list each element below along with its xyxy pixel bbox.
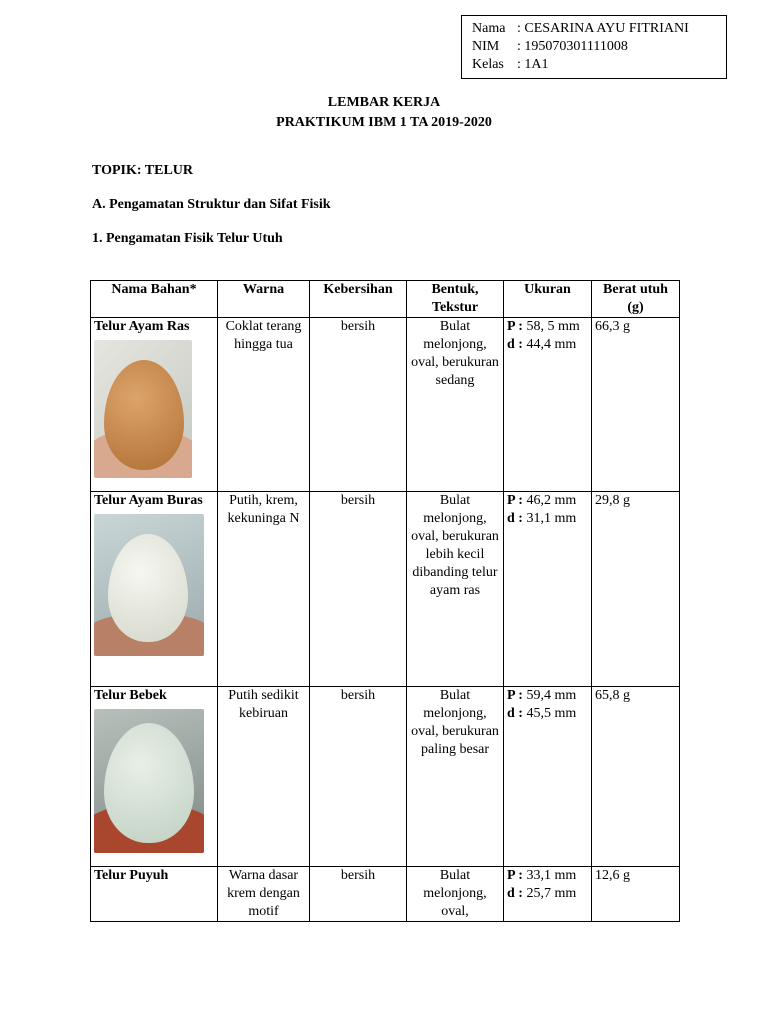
name-label: Nama	[472, 21, 506, 36]
cell-bentuk: Bulat melonjong, oval, berukuran sedang	[407, 318, 504, 492]
d-label: d :	[507, 511, 523, 526]
cell-nama	[91, 492, 218, 687]
d-label: d :	[507, 886, 523, 901]
egg-name: Telur Puyuh	[94, 868, 169, 883]
egg-photo	[94, 340, 192, 478]
p-value: 46,2 mm	[526, 493, 577, 508]
d-label: d :	[507, 706, 523, 721]
egg-name: Telur Bebek	[94, 688, 167, 703]
cell-kebersihan: bersih	[310, 867, 407, 922]
cell-nama	[91, 867, 218, 922]
cell-ukuran	[504, 318, 592, 492]
cell-nama	[91, 318, 218, 492]
header-nama-bahan: Nama Bahan*	[91, 281, 218, 318]
cell-warna: Warna dasar krem dengan motif	[218, 867, 310, 922]
cell-kebersihan: bersih	[310, 318, 407, 492]
table-row	[91, 687, 680, 867]
table-row	[91, 492, 680, 687]
document-subtitle: PRAKTIKUM IBM 1 TA 2019-2020	[276, 115, 492, 130]
ukuran-p	[507, 492, 588, 510]
table-row	[91, 318, 680, 492]
section-1-heading: 1. Pengamatan Fisik Telur Utuh	[92, 231, 283, 246]
observation-table	[90, 280, 680, 922]
cell-warna: Coklat terang hingga tua	[218, 318, 310, 492]
cell-ukuran	[504, 687, 592, 867]
p-label: P :	[507, 319, 523, 334]
ukuran-d	[507, 885, 588, 903]
nim-label: NIM	[472, 39, 500, 54]
cell-warna: Putih, krem, kekuninga N	[218, 492, 310, 687]
topic-heading: TOPIK: TELUR	[92, 163, 194, 178]
egg-name: Telur Ayam Ras	[94, 319, 190, 334]
d-label: d :	[507, 337, 523, 352]
table-row	[91, 867, 680, 922]
ukuran-d	[507, 510, 588, 528]
header-kebersihan: Kebersihan	[310, 281, 407, 318]
d-value: 25,7 mm	[526, 886, 577, 901]
cell-bentuk: Bulat melonjong, oval, berukuran paling besar	[407, 687, 504, 867]
name-row	[472, 20, 726, 38]
egg-name: Telur Ayam Buras	[94, 493, 203, 508]
p-value: 58, 5 mm	[526, 319, 580, 334]
ukuran-d	[507, 336, 588, 354]
d-value: 44,4 mm	[526, 337, 577, 352]
ukuran-p	[507, 318, 588, 336]
ukuran-p	[507, 867, 588, 885]
kelas-row	[472, 56, 726, 74]
header-ukuran: Ukuran	[504, 281, 592, 318]
ukuran-d	[507, 705, 588, 723]
cell-warna: Putih sedikit kebiruan	[218, 687, 310, 867]
document-title: LEMBAR KERJA	[327, 95, 441, 110]
p-label: P :	[507, 688, 523, 703]
p-label: P :	[507, 868, 523, 883]
header-berat: Berat utuh (g)	[592, 281, 680, 318]
cell-berat: 66,3 g	[592, 318, 680, 492]
egg-photo	[94, 514, 204, 656]
nim-value: : 195070301111008	[517, 39, 628, 54]
student-identity-box	[461, 15, 727, 79]
header-warna: Warna	[218, 281, 310, 318]
header-bentuk-tekstur: Bentuk, Tekstur	[407, 281, 504, 318]
table-header-row	[91, 281, 680, 318]
p-label: P :	[507, 493, 523, 508]
cell-berat: 65,8 g	[592, 687, 680, 867]
egg-photo	[94, 709, 204, 853]
cell-nama	[91, 687, 218, 867]
d-value: 45,5 mm	[526, 706, 577, 721]
cell-berat: 12,6 g	[592, 867, 680, 922]
cell-berat: 29,8 g	[592, 492, 680, 687]
cell-kebersihan: bersih	[310, 492, 407, 687]
cell-ukuran	[504, 492, 592, 687]
kelas-label: Kelas	[472, 57, 504, 72]
cell-kebersihan: bersih	[310, 687, 407, 867]
d-value: 31,1 mm	[526, 511, 577, 526]
cell-ukuran	[504, 867, 592, 922]
section-a-heading: A. Pengamatan Struktur dan Sifat Fisik	[92, 197, 331, 212]
nim-row	[472, 38, 726, 56]
kelas-value: : 1A1	[517, 57, 549, 72]
cell-bentuk: Bulat melonjong, oval,	[407, 867, 504, 922]
p-value: 33,1 mm	[526, 868, 577, 883]
ukuran-p	[507, 687, 588, 705]
name-value: : CESARINA AYU FITRIANI	[517, 21, 689, 36]
cell-bentuk: Bulat melonjong, oval, berukuran lebih kecil dibanding telur ayam ras	[407, 492, 504, 687]
p-value: 59,4 mm	[526, 688, 577, 703]
